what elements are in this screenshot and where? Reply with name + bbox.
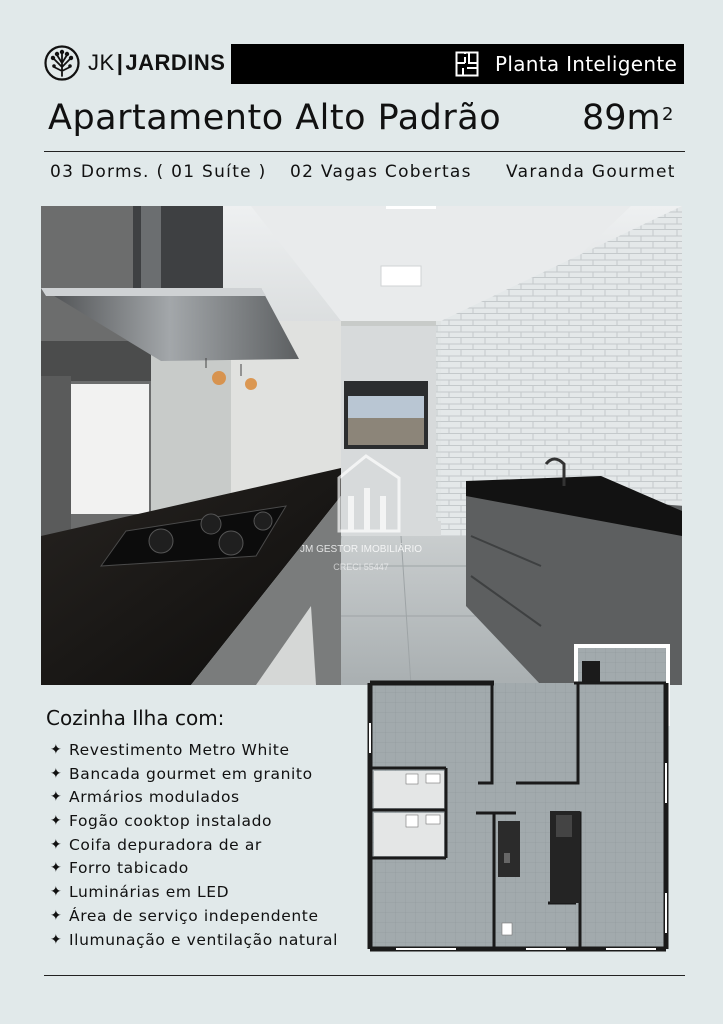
star-bullet-icon: ✦ bbox=[50, 860, 63, 877]
star-bullet-icon: ✦ bbox=[50, 884, 63, 901]
list-item bbox=[50, 836, 338, 860]
area-exponent: 2 bbox=[662, 104, 674, 125]
list-item bbox=[50, 741, 338, 765]
spec-parking: 02 Vagas Cobertas bbox=[290, 162, 472, 182]
feature-label: Bancada gourmet em granito bbox=[69, 764, 313, 783]
feature-label: Área de serviço independente bbox=[69, 906, 319, 925]
plan-banner-label: Planta Inteligente bbox=[495, 52, 678, 76]
brand-logo bbox=[88, 50, 225, 76]
area-value bbox=[582, 98, 661, 138]
area-unit: m bbox=[626, 98, 661, 138]
star-bullet-icon: ✦ bbox=[50, 813, 63, 830]
brand-prefix: JK bbox=[88, 50, 115, 75]
list-item bbox=[50, 765, 338, 789]
divider-bottom bbox=[44, 975, 685, 976]
list-item bbox=[50, 859, 338, 883]
watermark-creci: CRECI 55447 bbox=[333, 562, 389, 572]
feature-label: Luminárias em LED bbox=[69, 883, 230, 902]
feature-label: Ilumunação e ventilação natural bbox=[69, 930, 338, 949]
floorplan-icon bbox=[455, 51, 479, 77]
feature-label: Forro tabicado bbox=[69, 859, 189, 878]
list-item bbox=[50, 812, 338, 836]
spec-bedrooms: 03 Dorms. ( 01 Suíte ) bbox=[50, 162, 267, 182]
features-title: Cozinha Ilha com: bbox=[46, 706, 225, 730]
brand-separator: | bbox=[116, 50, 124, 75]
divider-top bbox=[44, 151, 685, 152]
floor-plan bbox=[366, 643, 672, 953]
list-item bbox=[50, 883, 338, 907]
feature-label: Coifa depuradora de ar bbox=[69, 835, 262, 854]
brand-name: JARDINS bbox=[125, 50, 226, 75]
tree-logo-icon bbox=[44, 45, 80, 81]
feature-label: Armários modulados bbox=[69, 788, 240, 807]
list-item bbox=[50, 931, 338, 955]
list-item bbox=[50, 907, 338, 931]
star-bullet-icon: ✦ bbox=[50, 765, 63, 782]
star-bullet-icon: ✦ bbox=[50, 836, 63, 853]
plan-banner bbox=[231, 44, 684, 84]
star-bullet-icon: ✦ bbox=[50, 907, 63, 924]
watermark-name: JM GESTOR IMOBILIÁRIO bbox=[299, 544, 423, 555]
feature-label: Fogão cooktop instalado bbox=[69, 812, 273, 831]
star-bullet-icon: ✦ bbox=[50, 742, 63, 758]
feature-label: Revestimento Metro White bbox=[69, 741, 290, 759]
area-number: 89 bbox=[582, 98, 627, 138]
star-bullet-icon: ✦ bbox=[50, 789, 63, 806]
kitchen-photo bbox=[41, 206, 682, 685]
spec-balcony: Varanda Gourmet bbox=[506, 162, 676, 182]
star-bullet-icon: ✦ bbox=[50, 931, 63, 948]
list-item bbox=[50, 788, 338, 812]
features-list bbox=[50, 741, 338, 954]
page-title: Apartamento Alto Padrão bbox=[48, 98, 502, 138]
